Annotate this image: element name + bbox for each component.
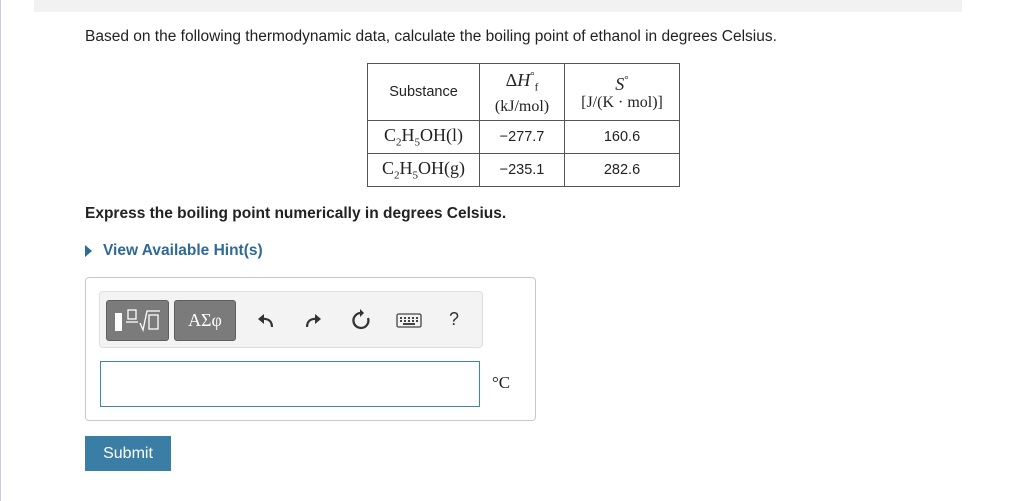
entropy-unit: [J/(K · mol)] bbox=[581, 94, 663, 111]
substance-cell: $C_2H_5OH(g)$ bbox=[368, 154, 480, 187]
reset-icon[interactable] bbox=[349, 308, 373, 332]
header-entropy bbox=[565, 64, 680, 121]
enthalpy-symbol: $\Delta H^\circ_f$ bbox=[505, 70, 539, 94]
enthalpy-cell: −277.7 bbox=[480, 121, 565, 154]
header-enthalpy bbox=[480, 64, 565, 121]
entropy-cell: 160.6 bbox=[565, 121, 680, 154]
thermo-data-table bbox=[367, 63, 680, 187]
hints-label[interactable]: View Available Hint(s) bbox=[103, 242, 263, 259]
expand-triangle-icon bbox=[85, 245, 92, 257]
top-band bbox=[34, 0, 962, 12]
page-left-border bbox=[0, 0, 1, 501]
unit-label: °C bbox=[492, 373, 511, 392]
hints-toggle[interactable] bbox=[85, 242, 263, 260]
greek-letters-button[interactable]: ΑΣφ bbox=[174, 300, 236, 341]
substance-cell: $C_2H_5OH(l)$ bbox=[368, 121, 480, 154]
table-row bbox=[368, 154, 680, 187]
question-text: Based on the following thermodynamic data, calculate the boiling point of ethanol in degrees Celsius. bbox=[85, 28, 777, 45]
templates-button[interactable] bbox=[106, 300, 169, 341]
undo-icon[interactable] bbox=[254, 308, 278, 332]
templates-icon bbox=[107, 301, 168, 340]
table-row bbox=[368, 121, 680, 154]
redo-icon[interactable] bbox=[301, 308, 325, 332]
submit-button[interactable]: Submit bbox=[85, 436, 171, 471]
enthalpy-cell: −235.1 bbox=[480, 154, 565, 187]
answer-input[interactable] bbox=[100, 361, 480, 407]
answer-panel bbox=[85, 277, 536, 421]
enthalpy-unit: (kJ/mol) bbox=[494, 97, 550, 115]
header-substance: Substance bbox=[368, 64, 480, 121]
instruction-text: Express the boiling point numerically in degrees Celsius. bbox=[85, 205, 507, 222]
math-toolbar bbox=[99, 291, 483, 348]
help-button[interactable]: ? bbox=[449, 309, 460, 329]
keyboard-icon[interactable] bbox=[396, 308, 422, 332]
entropy-cell: 282.6 bbox=[565, 154, 680, 187]
entropy-symbol: S° bbox=[615, 74, 629, 94]
table-header-row bbox=[368, 64, 680, 121]
